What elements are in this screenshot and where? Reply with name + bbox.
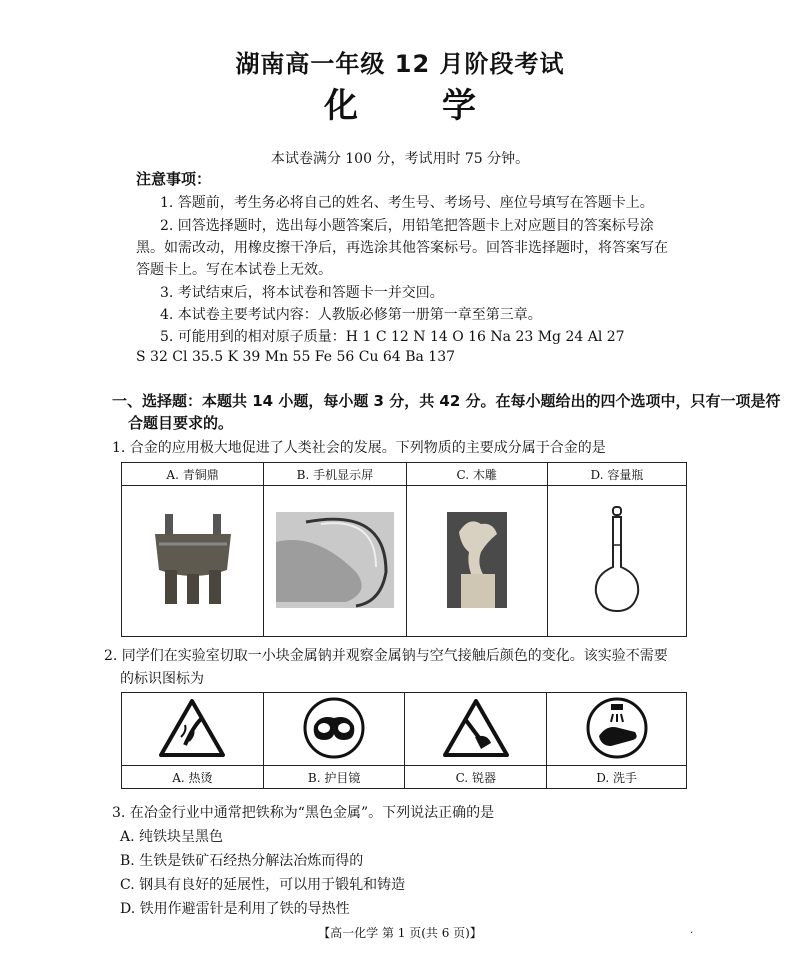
subject-title bbox=[0, 78, 800, 127]
q2-option-b-label: B. 护目镜 bbox=[263, 766, 405, 789]
bronze-ding-image bbox=[143, 510, 243, 610]
sharp-object-warning-icon bbox=[441, 697, 511, 759]
q3-option-b: B. 生铁是铁矿石经热分解法冶炼而得的 bbox=[120, 853, 364, 869]
notice-line-6: 4. 本试卷主要考试内容：人教版必修第一册第一章至第三章。 bbox=[160, 307, 542, 323]
hand-washing-icon bbox=[585, 696, 649, 760]
phone-screen-image bbox=[276, 512, 394, 608]
subject-char-2: 学 bbox=[442, 86, 476, 126]
q2-option-c-label: C. 锐器 bbox=[405, 766, 547, 789]
section1-heading: 一、选择题：本题共 14 小题，每小题 3 分，共 42 分。在每小题给出的四个选项中，只有一项是符 bbox=[112, 392, 781, 410]
q2-stem-line1: 2. 同学们在实验室切取一小块金属钠并观察金属钠与空气接触后颜色的变化。该实验不需要 bbox=[104, 648, 668, 664]
page-footer: 【高一化学 第 1 页(共 6 页)】 bbox=[318, 926, 482, 940]
q1-stem: 1. 合金的应用极大地促进了人类社会的发展。下列物质的主要成分属于合金的是 bbox=[112, 440, 606, 456]
q1-options-table bbox=[121, 462, 687, 637]
q3-option-c: C. 钢具有良好的延展性，可以用于锻轧和铸造 bbox=[120, 877, 406, 893]
subject-char-1: 化 bbox=[324, 86, 358, 126]
footer-mark: · bbox=[690, 928, 694, 939]
notice-line-5: 3. 考试结束后，将本试卷和答题卡一并交回。 bbox=[160, 285, 444, 301]
q1-option-b-label: B. 手机显示屏 bbox=[264, 463, 406, 486]
notice-line-4: 答题卡上。写在本试卷上无效。 bbox=[136, 262, 332, 278]
q2-option-a-label: A. 热烫 bbox=[122, 766, 264, 789]
notice-line-1: 1. 答题前，考生务必将自己的姓名、考生号、考场号、座位号填写在答题卡上。 bbox=[160, 195, 654, 211]
notice-line-7: 5. 可能用到的相对原子质量：H 1 C 12 N 14 O 16 Na 23 Mg 24 Al 27 bbox=[160, 329, 625, 345]
q3-stem: 3. 在冶金行业中通常把铁称为“黑色金属”。下列说法正确的是 bbox=[112, 805, 495, 821]
exam-title: 湖南高一年级 12 月阶段考试 bbox=[235, 50, 565, 78]
notice-heading: 注意事项： bbox=[136, 170, 212, 188]
q2-option-d-label: D. 洗手 bbox=[547, 766, 687, 789]
q3-option-d: D. 铁用作避雷针是利用了铁的导热性 bbox=[120, 901, 350, 917]
q2-options-table bbox=[121, 692, 687, 789]
q1-option-c-label: C. 木雕 bbox=[406, 463, 547, 486]
q3-option-a: A. 纯铁块呈黑色 bbox=[120, 829, 224, 845]
goggles-icon bbox=[302, 696, 366, 760]
volumetric-flask-image bbox=[592, 505, 642, 615]
notice-line-3: 黑。如需改动，用橡皮擦干净后，再选涂其他答案标号。回答非选择题时，将答案写在 bbox=[136, 240, 668, 256]
section1-heading-cont: 合题目要求的。 bbox=[128, 414, 234, 432]
q1-option-a-label: A. 青铜鼎 bbox=[122, 463, 264, 486]
q2-stem-line2: 的标识图标为 bbox=[120, 671, 204, 687]
q1-option-d-label: D. 容量瓶 bbox=[547, 463, 686, 486]
wood-carving-horse-image bbox=[447, 512, 507, 608]
notice-line-2: 2. 回答选择题时，选出每小题答案后，用铅笔把答题卡上对应题目的答案标号涂 bbox=[160, 218, 654, 234]
full-score-note: 本试卷满分 100 分，考试用时 75 分钟。 bbox=[270, 151, 530, 167]
hot-surface-warning-icon bbox=[157, 697, 227, 759]
notice-line-8: S 32 Cl 35.5 K 39 Mn 55 Fe 56 Cu 64 Ba 137 bbox=[136, 349, 456, 365]
